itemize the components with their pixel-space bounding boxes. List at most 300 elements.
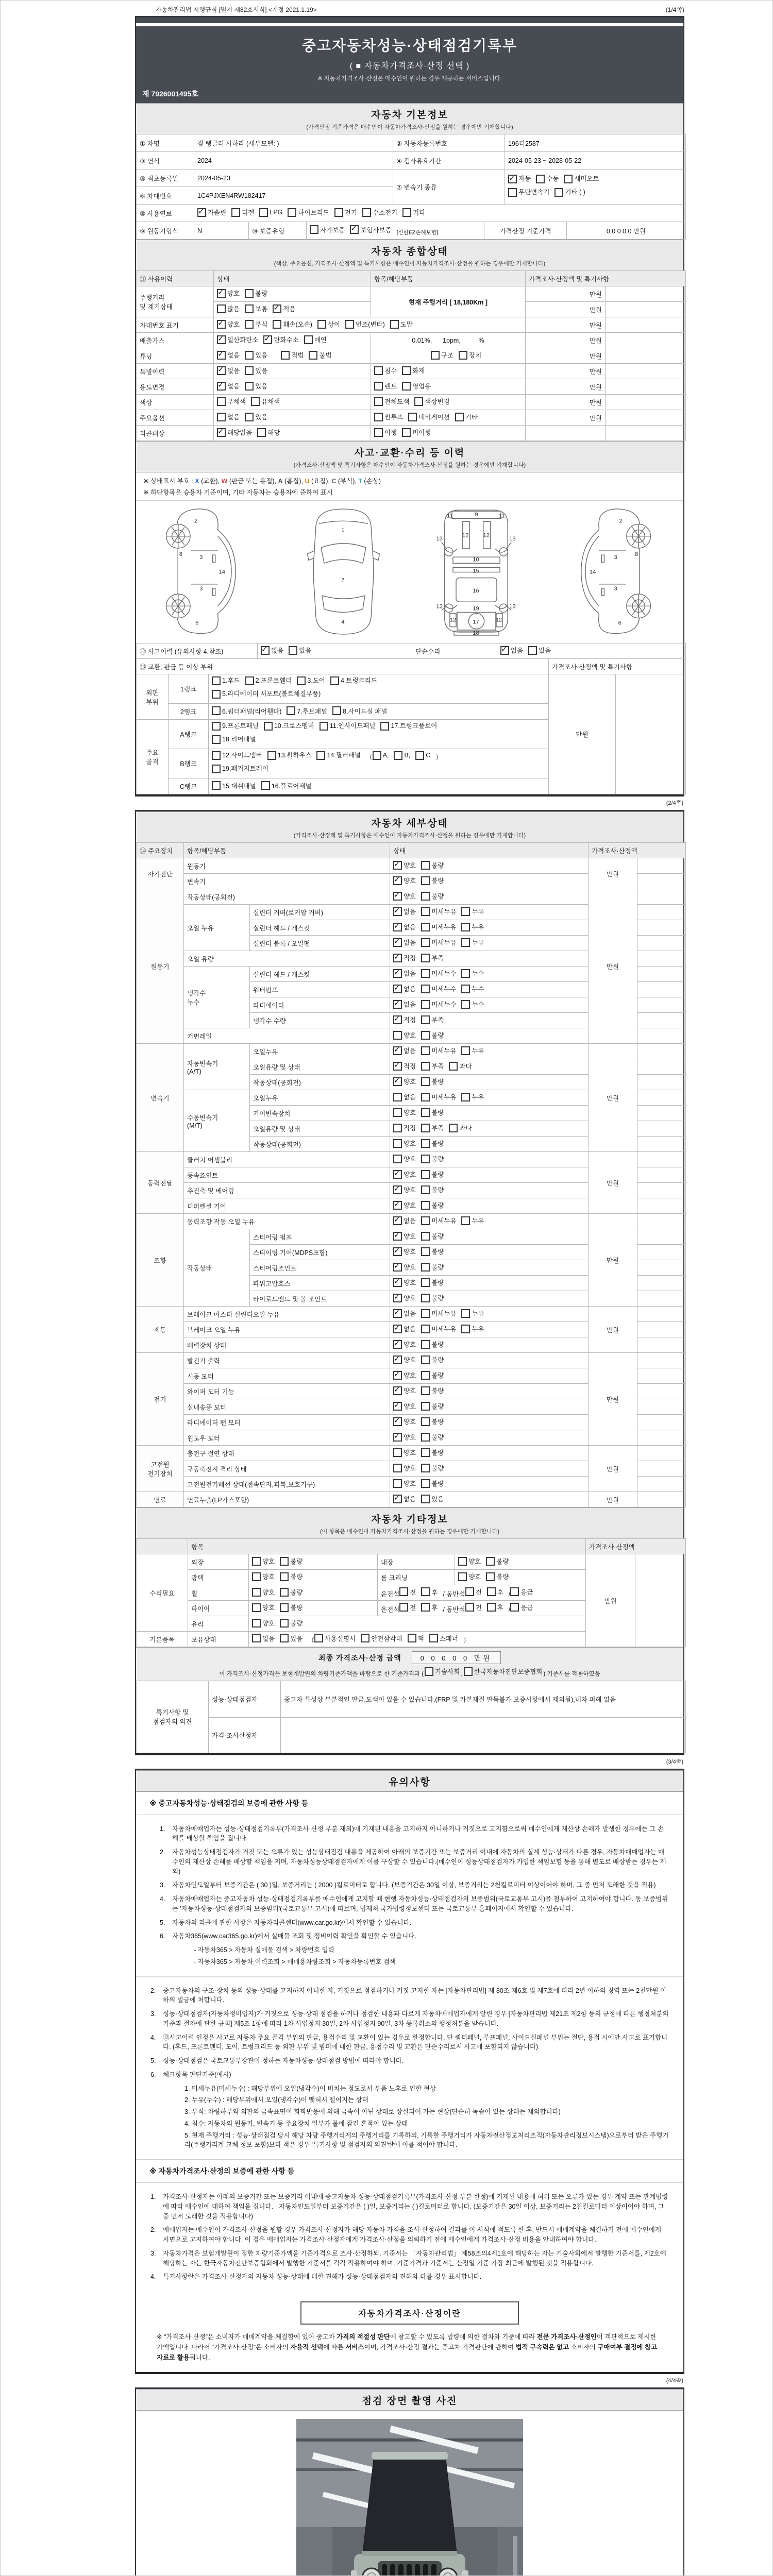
checkbox-option[interactable] bbox=[421, 1247, 444, 1256]
checkbox-icon[interactable] bbox=[465, 1587, 474, 1596]
checkbox-option[interactable] bbox=[245, 366, 267, 375]
checkbox-icon[interactable] bbox=[330, 676, 339, 685]
checkbox-icon[interactable] bbox=[212, 706, 221, 715]
checkbox-option[interactable] bbox=[252, 1603, 275, 1612]
checkbox-option[interactable] bbox=[267, 750, 312, 761]
checkbox-icon[interactable] bbox=[345, 320, 354, 329]
checkbox-option[interactable] bbox=[273, 304, 295, 313]
checkbox-option[interactable] bbox=[421, 1479, 444, 1488]
checkbox-icon[interactable] bbox=[212, 676, 221, 685]
checkbox-icon[interactable] bbox=[252, 1557, 261, 1566]
checkbox-icon[interactable] bbox=[421, 1495, 430, 1503]
checkbox-icon[interactable] bbox=[281, 351, 290, 360]
checkbox-icon[interactable] bbox=[393, 1139, 402, 1148]
checkbox-option[interactable] bbox=[421, 1587, 438, 1597]
checkbox-icon[interactable] bbox=[402, 208, 411, 217]
checkbox-icon[interactable] bbox=[421, 1402, 430, 1411]
checkbox-option[interactable] bbox=[212, 764, 268, 774]
checkbox-icon[interactable] bbox=[289, 646, 297, 655]
checkbox-icon[interactable] bbox=[421, 1340, 430, 1349]
checkbox-option[interactable] bbox=[393, 860, 416, 870]
checkbox-option[interactable] bbox=[399, 1603, 416, 1612]
checkbox-option[interactable] bbox=[393, 1479, 416, 1488]
checkbox-option[interactable] bbox=[252, 1634, 275, 1643]
checkbox-checked-icon[interactable] bbox=[393, 938, 402, 947]
checkbox-option[interactable] bbox=[393, 1463, 416, 1472]
checkbox-icon[interactable] bbox=[421, 892, 430, 901]
checkbox-option[interactable] bbox=[421, 1401, 444, 1411]
checkbox-option[interactable] bbox=[393, 1092, 416, 1101]
checkbox-option[interactable] bbox=[508, 174, 531, 184]
checkbox-option[interactable] bbox=[458, 1572, 481, 1581]
checkbox-icon[interactable] bbox=[421, 1417, 430, 1426]
checkbox-icon[interactable] bbox=[459, 351, 467, 360]
checkbox-checked-icon[interactable] bbox=[393, 1216, 402, 1225]
checkbox-icon[interactable] bbox=[528, 646, 537, 655]
checkbox-option[interactable] bbox=[393, 999, 416, 1009]
checkbox-option[interactable] bbox=[421, 1046, 456, 1055]
checkbox-checked-icon[interactable] bbox=[273, 304, 281, 313]
checkbox-option[interactable] bbox=[252, 1556, 275, 1566]
checkbox-icon[interactable] bbox=[461, 907, 470, 916]
checkbox-icon[interactable] bbox=[421, 1015, 430, 1024]
checkbox-option[interactable] bbox=[421, 1432, 444, 1442]
checkbox-option[interactable] bbox=[421, 1139, 444, 1148]
checkbox-option[interactable] bbox=[217, 428, 252, 437]
checkbox-option[interactable] bbox=[458, 1556, 481, 1566]
checkbox-icon[interactable] bbox=[304, 335, 313, 344]
checkbox-option[interactable] bbox=[287, 706, 327, 716]
checkbox-option[interactable] bbox=[281, 350, 304, 360]
checkbox-option[interactable] bbox=[217, 397, 246, 406]
checkbox-option[interactable] bbox=[528, 646, 551, 655]
checkbox-option[interactable] bbox=[393, 953, 416, 962]
checkbox-option[interactable] bbox=[455, 412, 478, 421]
checkbox-icon[interactable] bbox=[212, 690, 221, 699]
checkbox-option[interactable] bbox=[465, 1603, 482, 1612]
checkbox-option[interactable] bbox=[393, 1293, 416, 1302]
checkbox-checked-icon[interactable] bbox=[393, 1294, 402, 1302]
checkbox-option[interactable] bbox=[280, 1556, 303, 1566]
checkbox-option[interactable] bbox=[393, 1015, 416, 1024]
checkbox-option[interactable] bbox=[374, 366, 397, 375]
checkbox-option[interactable] bbox=[280, 1603, 303, 1612]
checkbox-icon[interactable] bbox=[252, 1572, 261, 1581]
checkbox-option[interactable] bbox=[461, 984, 484, 993]
checkbox-option[interactable] bbox=[393, 1494, 416, 1503]
checkbox-option[interactable] bbox=[245, 350, 267, 360]
checkbox-icon[interactable] bbox=[461, 1309, 470, 1318]
checkbox-option[interactable] bbox=[421, 1309, 456, 1318]
checkbox-option[interactable] bbox=[332, 706, 387, 716]
checkbox-icon[interactable] bbox=[280, 1634, 289, 1642]
checkbox-option[interactable] bbox=[486, 1556, 509, 1566]
checkbox-icon[interactable] bbox=[280, 1603, 289, 1612]
checkbox-checked-icon[interactable] bbox=[393, 1247, 402, 1256]
checkbox-checked-icon[interactable] bbox=[393, 1340, 402, 1349]
checkbox-option[interactable] bbox=[421, 1340, 444, 1349]
checkbox-icon[interactable] bbox=[510, 1587, 519, 1596]
checkbox-icon[interactable] bbox=[393, 1464, 402, 1472]
checkbox-option[interactable] bbox=[393, 1108, 416, 1117]
checkbox-option[interactable] bbox=[373, 750, 389, 761]
checkbox-icon[interactable] bbox=[231, 208, 240, 217]
checkbox-option[interactable] bbox=[374, 381, 397, 391]
checkbox-icon[interactable] bbox=[393, 1031, 402, 1040]
checkbox-option[interactable] bbox=[486, 1572, 509, 1581]
checkbox-checked-icon[interactable] bbox=[217, 289, 226, 298]
checkbox-option[interactable] bbox=[393, 1216, 416, 1225]
checkbox-icon[interactable] bbox=[536, 175, 545, 183]
checkbox-option[interactable] bbox=[421, 1262, 444, 1272]
checkbox-checked-icon[interactable] bbox=[393, 1325, 402, 1333]
checkbox-option[interactable] bbox=[280, 1572, 303, 1581]
checkbox-option[interactable] bbox=[374, 397, 409, 406]
checkbox-option[interactable] bbox=[393, 1324, 416, 1333]
checkbox-checked-icon[interactable] bbox=[217, 366, 226, 375]
checkbox-option[interactable] bbox=[554, 187, 585, 198]
checkbox-option[interactable] bbox=[393, 1401, 416, 1411]
checkbox-option[interactable] bbox=[510, 1587, 533, 1597]
checkbox-option[interactable] bbox=[421, 1293, 444, 1302]
checkbox-option[interactable] bbox=[393, 1262, 416, 1272]
checkbox-option[interactable] bbox=[212, 781, 256, 790]
checkbox-option[interactable] bbox=[393, 1170, 416, 1179]
checkbox-option[interactable] bbox=[317, 319, 340, 329]
checkbox-option[interactable] bbox=[245, 289, 267, 298]
checkbox-icon[interactable] bbox=[280, 1619, 289, 1628]
checkbox-option[interactable] bbox=[461, 922, 484, 931]
checkbox-option[interactable] bbox=[217, 289, 240, 298]
checkbox-option[interactable] bbox=[421, 953, 444, 962]
checkbox-checked-icon[interactable] bbox=[393, 876, 402, 885]
checkbox-option[interactable] bbox=[459, 350, 481, 360]
checkbox-checked-icon[interactable] bbox=[393, 861, 402, 870]
checkbox-option[interactable] bbox=[402, 366, 425, 375]
checkbox-checked-icon[interactable] bbox=[393, 1402, 402, 1411]
checkbox-option[interactable] bbox=[393, 922, 416, 931]
checkbox-icon[interactable] bbox=[217, 304, 226, 313]
checkbox-icon[interactable] bbox=[393, 1155, 402, 1163]
checkbox-icon[interactable] bbox=[455, 413, 464, 421]
checkbox-option[interactable] bbox=[421, 1278, 444, 1287]
checkbox-option[interactable] bbox=[212, 706, 281, 716]
checkbox-option[interactable] bbox=[421, 1386, 444, 1395]
checkbox-checked-icon[interactable] bbox=[393, 1185, 402, 1194]
checkbox-checked-icon[interactable] bbox=[393, 1077, 402, 1086]
checkbox-option[interactable] bbox=[252, 1587, 275, 1597]
checkbox-option[interactable] bbox=[393, 907, 416, 916]
checkbox-icon[interactable] bbox=[421, 1309, 430, 1318]
checkbox-icon[interactable] bbox=[421, 1371, 430, 1380]
checkbox-icon[interactable] bbox=[414, 397, 423, 406]
checkbox-checked-icon[interactable] bbox=[261, 646, 270, 655]
checkbox-option[interactable] bbox=[393, 938, 416, 947]
checkbox-icon[interactable] bbox=[402, 428, 411, 437]
checkbox-checked-icon[interactable] bbox=[393, 1000, 402, 1009]
checkbox-option[interactable] bbox=[393, 1417, 416, 1426]
checkbox-option[interactable] bbox=[393, 891, 416, 901]
checkbox-option[interactable] bbox=[252, 1572, 275, 1581]
checkbox-icon[interactable] bbox=[461, 969, 470, 978]
checkbox-option[interactable] bbox=[421, 876, 444, 885]
checkbox-option[interactable] bbox=[421, 984, 456, 993]
checkbox-icon[interactable] bbox=[421, 1433, 430, 1442]
checkbox-checked-icon[interactable] bbox=[393, 1355, 402, 1364]
checkbox-icon[interactable] bbox=[212, 751, 221, 760]
checkbox-option[interactable] bbox=[421, 1061, 444, 1071]
checkbox-icon[interactable] bbox=[320, 722, 328, 731]
checkbox-icon[interactable] bbox=[421, 1587, 430, 1596]
checkbox-option[interactable] bbox=[393, 1386, 416, 1395]
checkbox-option[interactable] bbox=[231, 208, 254, 217]
checkbox-checked-icon[interactable] bbox=[393, 1309, 402, 1318]
checkbox-checked-icon[interactable] bbox=[393, 985, 402, 993]
checkbox-option[interactable] bbox=[393, 1185, 416, 1194]
checkbox-option[interactable] bbox=[421, 1231, 444, 1241]
checkbox-option[interactable] bbox=[217, 350, 240, 360]
checkbox-icon[interactable] bbox=[217, 413, 226, 421]
checkbox-option[interactable] bbox=[304, 335, 327, 344]
checkbox-option[interactable] bbox=[245, 675, 292, 686]
checkbox-option[interactable] bbox=[393, 1432, 416, 1442]
checkbox-option[interactable] bbox=[429, 1634, 458, 1643]
checkbox-icon[interactable] bbox=[461, 985, 470, 993]
checkbox-icon[interactable] bbox=[449, 1062, 458, 1071]
checkbox-icon[interactable] bbox=[421, 1355, 430, 1364]
checkbox-option[interactable] bbox=[261, 646, 283, 655]
checkbox-icon[interactable] bbox=[393, 1093, 402, 1101]
checkbox-icon[interactable] bbox=[259, 208, 268, 217]
checkbox-option[interactable] bbox=[245, 304, 267, 313]
checkbox-option[interactable] bbox=[217, 412, 240, 421]
checkbox-option[interactable] bbox=[421, 1370, 444, 1380]
checkbox-option[interactable] bbox=[421, 1216, 456, 1225]
checkbox-option[interactable] bbox=[402, 428, 431, 437]
checkbox-option[interactable] bbox=[465, 1587, 482, 1597]
checkbox-icon[interactable] bbox=[245, 289, 254, 298]
checkbox-icon[interactable] bbox=[421, 969, 430, 978]
checkbox-option[interactable] bbox=[564, 174, 599, 184]
checkbox-checked-icon[interactable] bbox=[393, 907, 402, 916]
checkbox-option[interactable] bbox=[393, 1309, 416, 1318]
checkbox-option[interactable] bbox=[487, 1587, 503, 1597]
checkbox-option[interactable] bbox=[320, 721, 376, 732]
checkbox-icon[interactable] bbox=[421, 907, 430, 916]
checkbox-option[interactable] bbox=[461, 1216, 484, 1225]
checkbox-option[interactable] bbox=[280, 1634, 303, 1643]
checkbox-icon[interactable] bbox=[421, 876, 430, 885]
checkbox-icon[interactable] bbox=[245, 413, 254, 421]
checkbox-option[interactable] bbox=[374, 412, 403, 421]
checkbox-icon[interactable] bbox=[252, 1619, 261, 1628]
checkbox-icon[interactable] bbox=[429, 1634, 438, 1642]
checkbox-icon[interactable] bbox=[421, 923, 430, 931]
checkbox-icon[interactable] bbox=[332, 706, 341, 715]
checkbox-icon[interactable] bbox=[486, 1557, 495, 1566]
checkbox-option[interactable] bbox=[288, 208, 329, 217]
checkbox-icon[interactable] bbox=[393, 1124, 402, 1132]
checkbox-checked-icon[interactable] bbox=[393, 1371, 402, 1380]
checkbox-option[interactable] bbox=[316, 750, 361, 761]
checkbox-icon[interactable] bbox=[280, 1588, 289, 1597]
checkbox-option[interactable] bbox=[393, 1154, 416, 1163]
checkbox-option[interactable] bbox=[461, 938, 484, 947]
checkbox-icon[interactable] bbox=[421, 1124, 430, 1132]
checkbox-option[interactable] bbox=[314, 1634, 356, 1643]
checkbox-checked-icon[interactable] bbox=[393, 1170, 402, 1179]
checkbox-option[interactable] bbox=[393, 1139, 416, 1148]
checkbox-option[interactable] bbox=[464, 1667, 543, 1676]
checkbox-icon[interactable] bbox=[267, 751, 276, 760]
checkbox-option[interactable] bbox=[536, 174, 559, 184]
checkbox-option[interactable] bbox=[421, 891, 444, 901]
checkbox-icon[interactable] bbox=[252, 1588, 261, 1597]
checkbox-icon[interactable] bbox=[212, 765, 221, 773]
checkbox-checked-icon[interactable] bbox=[350, 225, 359, 234]
checkbox-icon[interactable] bbox=[280, 1572, 289, 1581]
checkbox-option[interactable] bbox=[421, 860, 444, 870]
checkbox-option[interactable] bbox=[431, 350, 453, 360]
checkbox-icon[interactable] bbox=[287, 706, 295, 715]
checkbox-icon[interactable] bbox=[374, 397, 383, 406]
checkbox-option[interactable] bbox=[245, 319, 267, 329]
checkbox-option[interactable] bbox=[217, 304, 240, 313]
checkbox-checked-icon[interactable] bbox=[393, 1263, 402, 1272]
checkbox-icon[interactable] bbox=[421, 1108, 430, 1117]
checkbox-option[interactable] bbox=[402, 208, 425, 217]
checkbox-icon[interactable] bbox=[245, 351, 254, 360]
checkbox-option[interactable] bbox=[408, 412, 449, 421]
checkbox-checked-icon[interactable] bbox=[393, 954, 402, 962]
checkbox-option[interactable] bbox=[393, 1448, 416, 1457]
checkbox-icon[interactable] bbox=[373, 751, 381, 760]
checkbox-icon[interactable] bbox=[421, 861, 430, 870]
checkbox-icon[interactable] bbox=[362, 208, 371, 217]
checkbox-option[interactable] bbox=[449, 1123, 472, 1132]
checkbox-icon[interactable] bbox=[421, 985, 430, 993]
checkbox-icon[interactable] bbox=[421, 1093, 430, 1101]
checkbox-option[interactable] bbox=[217, 366, 240, 375]
checkbox-option[interactable] bbox=[252, 1618, 275, 1628]
checkbox-icon[interactable] bbox=[421, 938, 430, 947]
checkbox-icon[interactable] bbox=[257, 428, 266, 437]
checkbox-icon[interactable] bbox=[458, 1557, 467, 1566]
checkbox-checked-icon[interactable] bbox=[500, 646, 509, 655]
checkbox-option[interactable] bbox=[217, 335, 258, 344]
checkbox-option[interactable] bbox=[264, 721, 314, 732]
checkbox-option[interactable] bbox=[212, 689, 321, 700]
checkbox-icon[interactable] bbox=[461, 1000, 470, 1009]
checkbox-icon[interactable] bbox=[402, 382, 411, 391]
checkbox-icon[interactable] bbox=[334, 208, 343, 217]
checkbox-checked-icon[interactable] bbox=[393, 1232, 402, 1241]
checkbox-icon[interactable] bbox=[252, 1603, 261, 1612]
checkbox-icon[interactable] bbox=[212, 722, 221, 731]
checkbox-icon[interactable] bbox=[415, 751, 424, 760]
checkbox-option[interactable] bbox=[334, 208, 357, 217]
checkbox-option[interactable] bbox=[461, 1324, 484, 1333]
checkbox-option[interactable] bbox=[421, 1185, 444, 1194]
checkbox-option[interactable] bbox=[374, 428, 397, 437]
checkbox-icon[interactable] bbox=[314, 1634, 323, 1642]
checkbox-icon[interactable] bbox=[461, 1216, 470, 1225]
checkbox-option[interactable] bbox=[414, 397, 449, 406]
checkbox-option[interactable] bbox=[310, 225, 345, 234]
checkbox-icon[interactable] bbox=[273, 320, 281, 329]
checkbox-option[interactable] bbox=[289, 646, 311, 655]
checkbox-checked-icon[interactable] bbox=[197, 208, 206, 217]
checkbox-icon[interactable] bbox=[461, 1046, 470, 1055]
checkbox-icon[interactable] bbox=[408, 413, 417, 421]
checkbox-option[interactable] bbox=[421, 1030, 444, 1040]
checkbox-option[interactable] bbox=[393, 969, 416, 978]
checkbox-option[interactable] bbox=[508, 187, 549, 198]
checkbox-option[interactable] bbox=[487, 1603, 503, 1612]
checkbox-icon[interactable] bbox=[431, 351, 440, 360]
checkbox-icon[interactable] bbox=[486, 1572, 495, 1581]
checkbox-option[interactable] bbox=[421, 922, 456, 931]
checkbox-option[interactable] bbox=[345, 319, 385, 329]
checkbox-option[interactable] bbox=[297, 675, 325, 686]
checkbox-option[interactable] bbox=[330, 675, 377, 686]
checkbox-option[interactable] bbox=[251, 397, 280, 406]
checkbox-icon[interactable] bbox=[421, 1232, 430, 1241]
checkbox-option[interactable] bbox=[212, 750, 262, 761]
checkbox-icon[interactable] bbox=[245, 304, 254, 313]
checkbox-icon[interactable] bbox=[421, 1464, 430, 1472]
checkbox-icon[interactable] bbox=[425, 1667, 433, 1676]
checkbox-icon[interactable] bbox=[554, 188, 563, 197]
checkbox-option[interactable] bbox=[421, 1448, 444, 1457]
checkbox-option[interactable] bbox=[393, 1340, 416, 1349]
checkbox-icon[interactable] bbox=[399, 1603, 408, 1612]
checkbox-icon[interactable] bbox=[380, 722, 389, 731]
checkbox-checked-icon[interactable] bbox=[217, 428, 226, 437]
checkbox-icon[interactable] bbox=[508, 188, 517, 197]
checkbox-icon[interactable] bbox=[310, 225, 318, 234]
checkbox-option[interactable] bbox=[421, 907, 456, 916]
checkbox-option[interactable] bbox=[461, 1092, 484, 1101]
checkbox-icon[interactable] bbox=[264, 722, 273, 731]
checkbox-option[interactable] bbox=[421, 1092, 456, 1101]
checkbox-option[interactable] bbox=[217, 381, 240, 391]
checkbox-option[interactable] bbox=[449, 1061, 472, 1071]
checkbox-icon[interactable] bbox=[510, 1603, 519, 1612]
checkbox-option[interactable] bbox=[461, 999, 484, 1009]
checkbox-checked-icon[interactable] bbox=[393, 1386, 402, 1395]
checkbox-icon[interactable] bbox=[458, 1572, 467, 1581]
checkbox-icon[interactable] bbox=[461, 1093, 470, 1101]
checkbox-option[interactable] bbox=[394, 750, 410, 761]
checkbox-option[interactable] bbox=[461, 969, 484, 978]
checkbox-icon[interactable] bbox=[421, 1603, 430, 1612]
checkbox-option[interactable] bbox=[361, 1634, 402, 1643]
checkbox-checked-icon[interactable] bbox=[217, 320, 226, 329]
checkbox-icon[interactable] bbox=[421, 1325, 430, 1333]
checkbox-option[interactable] bbox=[421, 969, 456, 978]
checkbox-option[interactable] bbox=[393, 1077, 416, 1086]
checkbox-icon[interactable] bbox=[421, 1185, 430, 1194]
checkbox-option[interactable] bbox=[393, 876, 416, 885]
checkbox-icon[interactable] bbox=[421, 1294, 430, 1302]
checkbox-option[interactable] bbox=[415, 750, 430, 761]
checkbox-icon[interactable] bbox=[421, 1247, 430, 1256]
checkbox-icon[interactable] bbox=[252, 1634, 261, 1642]
checkbox-checked-icon[interactable] bbox=[393, 1417, 402, 1426]
checkbox-option[interactable] bbox=[393, 984, 416, 993]
checkbox-icon[interactable] bbox=[316, 751, 325, 760]
